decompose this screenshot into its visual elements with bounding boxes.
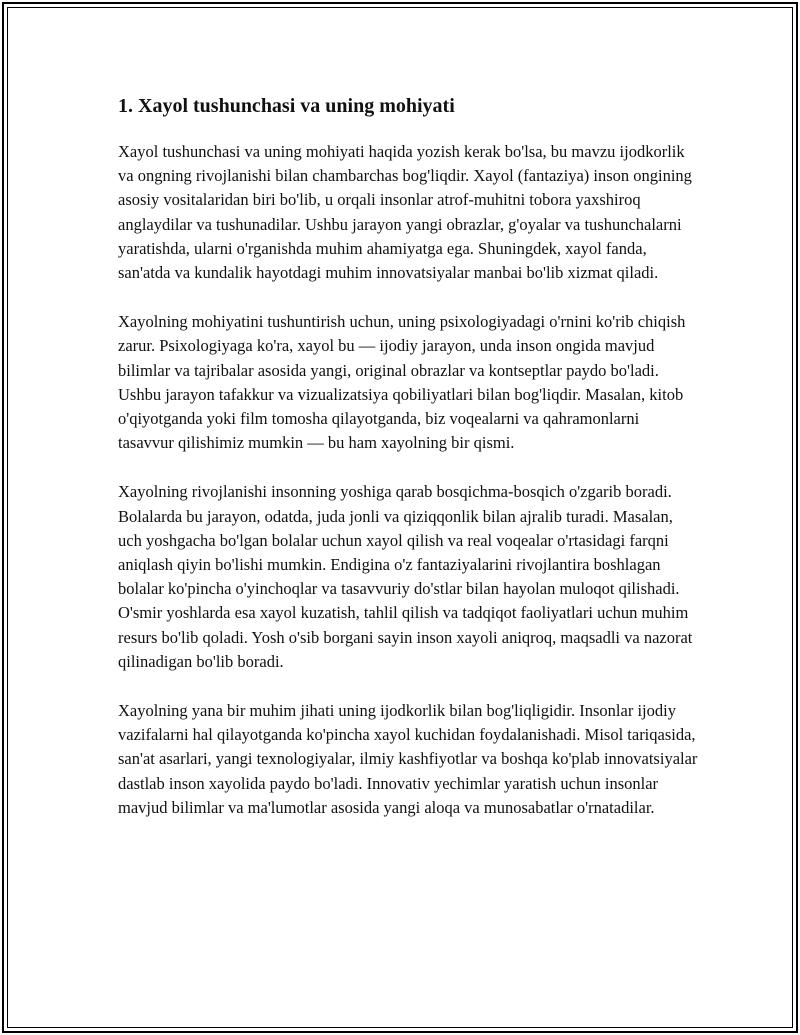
paragraph-1: Xayol tushunchasi va uning mohiyati haqida yozish kerak bo'lsa, bu mavzu ijodkorlik va ongning rivojlanishi bilan chambarchas bog'liqdir. Xayol (fantaziya) inson ongining asosiy vositalaridan biri bo'lib, u orqali insonlar atrof-muhitni tobora yaxshiroq anglaydilar va tushunadilar. Ushbu jarayon yangi obrazlar, g'oyalar va tushunchalarni yaratishda, ularni o'rganishda muhim ahamiyatga ega. Shuningdek, xayol fanda, san'atda va kundalik hayotdagi muhim innovatsiyalar manbai bo'lib xizmat qiladi.: [118, 142, 692, 283]
paragraph-3: Xayolning rivojlanishi insonning yoshiga qarab bosqichma-bosqich o'zgarib boradi. Bolalarda bu jarayon, odatda, juda jonli va qiziqqonlik bilan ajralib turadi. Masalan, uch yoshgacha bo'lgan bolalar uchun xayol qilish va real voqealar o'rtasidagi farqni aniqlash qiyin bo'lishi mumkin. Endigina o'z fantaziyalarini rivojlantira boshlagan bolalar ko'pincha o'yinchoqlar va tasavvuriy do'stlar bilan hayolan muloqot qilishadi. O'smir yoshlarda esa xayol kuzatish, tahlil qilish va tadqiqot faoliyatlari uchun muhim resurs bo'lib qoladi. Yosh o'sib borgani sayin inson xayoli aniqroq, maqsadli va nazorat qilinadigan bo'lib boradi.: [118, 482, 693, 671]
paragraph-2: Xayolning mohiyatini tushuntirish uchun, uning psixologiyadagi o'rnini ko'rib chiqish zarur. Psixologiyaga ko'ra, xayol bu — ijodiy jarayon, unda inson ongida mavjud bilimlar va tajribalar asosida yangi, original obrazlar va kontseptlar paydo bo'ladi. Ushbu jarayon tafakkur va vizualizatsiya qobiliyatlari bilan bog'liqdir. Masalan, kitob o'qiyotganda yoki film tomosha qilayotganda, biz voqealarni va qahramonlarni tasavvur qilishimiz mumkin — bu ham xayolning bir qismi.: [118, 312, 686, 453]
paragraph-4: Xayolning yana bir muhim jihati uning ijodkorlik bilan bog'liqligidir. Insonlar ijodiy vazifalarni hal qilayotganda ko'pincha xayol kuchidan foydalanishadi. Misol tariqasida, san'at asarlari, yangi texnologiyalar, ilmiy kashfiyotlar va boshqa ko'plab innovatsiyalar dastlab inson xayolida paydo bo'ladi. Innovativ yechimlar yaratish uchun insonlar mavjud bilimlar va ma'lumotlar asosida yangi aloqa va munosabatlar o'rnatadilar.: [118, 701, 698, 817]
document-body: [118, 92, 698, 845]
document-title: 1. Xayol tushunchasi va uning mohiyati: [118, 95, 455, 117]
